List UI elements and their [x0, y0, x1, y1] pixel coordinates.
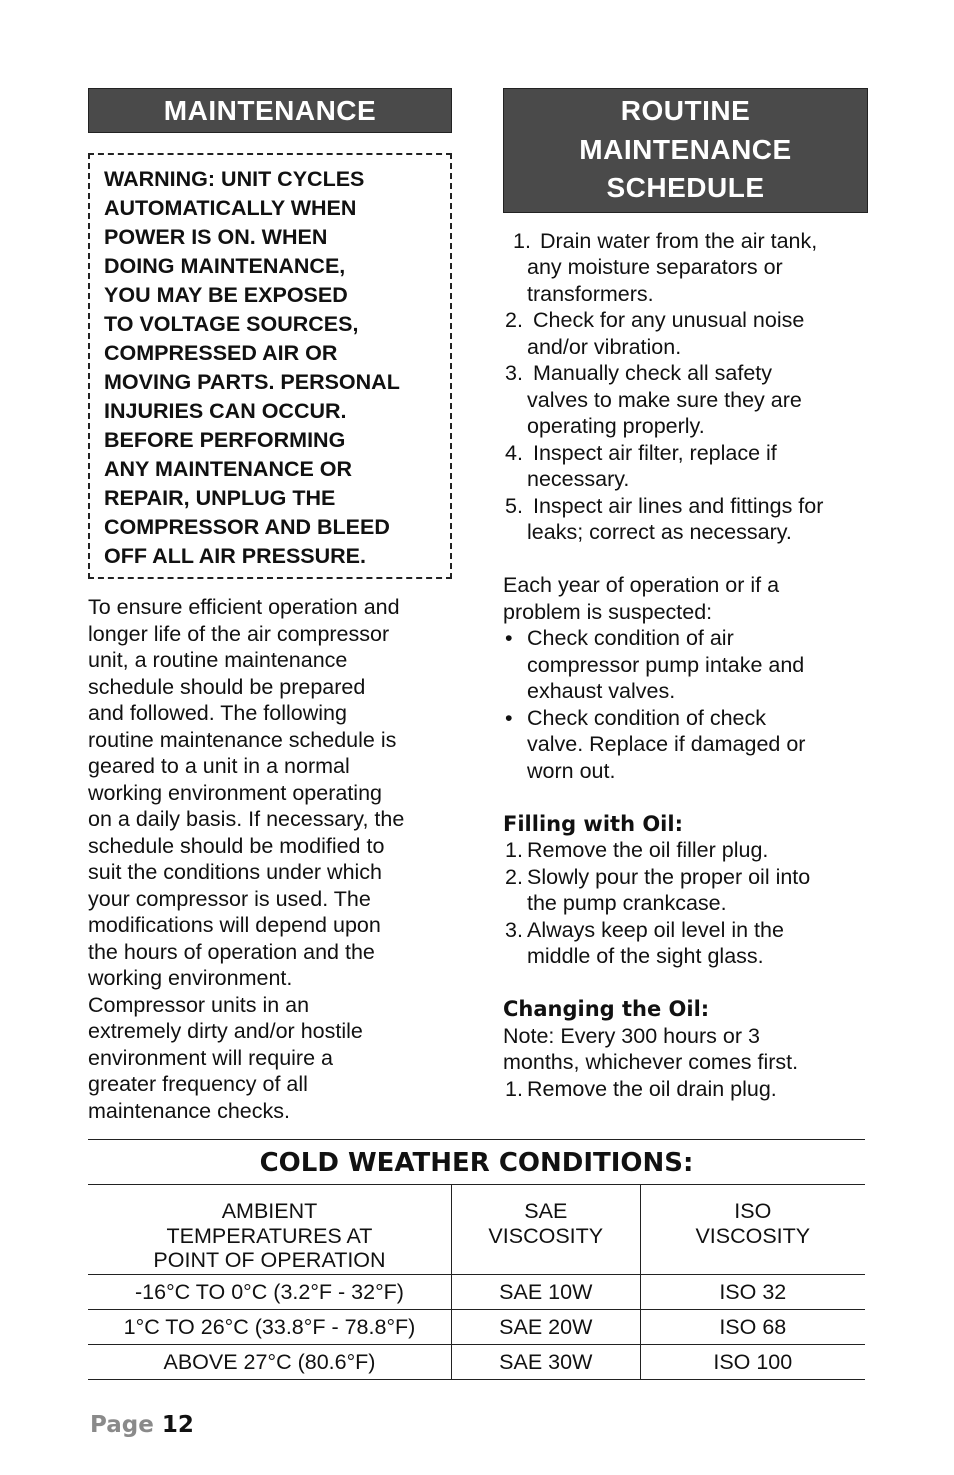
step-text: valves to make sure they are — [527, 387, 802, 412]
warning-line: REPAIR, UNPLUG THE — [104, 486, 336, 510]
list-item — [503, 917, 868, 970]
step-text: Always keep oil level in the — [527, 917, 784, 942]
warning-line: POWER IS ON. WHEN — [104, 225, 328, 249]
table-cell: ISO 100 — [640, 1344, 865, 1379]
maintenance-paragraph — [88, 594, 452, 1124]
step-number: 2. — [505, 308, 523, 332]
step-text: operating properly. — [527, 414, 705, 438]
warning-line: TO VOLTAGE SOURCES, — [104, 312, 359, 336]
list-item — [503, 837, 868, 864]
routine-heading-line: SCHEDULE — [606, 172, 765, 203]
step-text: Inspect air lines and fittings for — [533, 493, 824, 518]
table-header-row — [88, 1185, 865, 1274]
page-number: 12 — [161, 1412, 194, 1438]
paragraph-line: extremely dirty and/or hostile — [88, 1019, 363, 1043]
paragraph-line: the hours of operation and the — [88, 939, 375, 964]
list-item — [503, 228, 868, 308]
list-item — [503, 493, 868, 546]
header-line: VISCOSITY — [488, 1223, 604, 1248]
changing-note: months, whichever comes first. — [503, 1050, 799, 1074]
paragraph-line: schedule should be prepared — [88, 674, 366, 699]
table-cell: SAE 30W — [451, 1344, 640, 1379]
table-row — [88, 1274, 865, 1309]
cold-weather-title: COLD WEATHER CONDITIONS: — [88, 1139, 865, 1185]
warning-line: ANY MAINTENANCE OR — [104, 457, 353, 481]
cold-weather-section — [88, 1139, 865, 1380]
paragraph-line: schedule should be modified to — [88, 833, 385, 858]
page-label: Page — [90, 1412, 154, 1438]
routine-heading-line: MAINTENANCE — [579, 133, 792, 165]
changing-note: Note: Every 300 hours or 3 — [503, 1023, 760, 1048]
bullet-text: valve. Replace if damaged or — [527, 732, 806, 756]
list-item — [503, 1076, 868, 1103]
table-cell: ABOVE 27°C (80.6°F) — [88, 1344, 451, 1379]
header-sae — [451, 1185, 640, 1274]
step-number: 1. — [505, 838, 523, 862]
table-cell: -16°C TO 0°C (3.2°F - 32°F) — [88, 1274, 451, 1309]
step-text: necessary. — [527, 467, 630, 491]
header-iso — [640, 1185, 865, 1274]
table-row — [88, 1309, 865, 1344]
step-text: Remove the oil drain plug. — [527, 1076, 777, 1101]
step-number: 1. — [505, 1076, 523, 1101]
paragraph-line: greater frequency of all — [88, 1072, 308, 1096]
step-text: transformers. — [527, 281, 654, 306]
paragraph-line: environment will require a — [88, 1045, 333, 1070]
list-item — [503, 440, 868, 493]
routine-heading — [503, 88, 868, 213]
header-line: VISCOSITY — [695, 1223, 811, 1248]
list-item — [503, 705, 868, 785]
step-number: 3. — [505, 917, 523, 942]
list-item — [503, 864, 868, 917]
list-item — [503, 360, 868, 440]
warning-line: WARNING: UNIT CYCLES — [104, 167, 365, 191]
paragraph-line: To ensure efficient operation and — [88, 595, 400, 619]
step-number: 2. — [505, 864, 523, 889]
paragraph-line: and followed. The following — [88, 701, 347, 725]
step-number: 5. — [505, 493, 523, 518]
step-text: Remove the oil filler plug. — [527, 838, 769, 862]
bullet-text: worn out. — [527, 758, 616, 783]
header-line: AMBIENT — [221, 1199, 318, 1223]
step-text: any moisture separators or — [527, 255, 783, 279]
table-cell: SAE 20W — [451, 1309, 640, 1344]
bullet-text: Check condition of check — [527, 705, 767, 730]
table-cell: ISO 68 — [640, 1309, 865, 1344]
paragraph-line: unit, a routine maintenance — [88, 648, 348, 672]
list-item — [503, 307, 868, 360]
table-cell: ISO 32 — [640, 1274, 865, 1309]
warning-line: COMPRESSOR AND BLEED — [104, 515, 390, 539]
routine-column — [503, 88, 868, 1102]
paragraph-line: on a daily basis. If necessary, the — [88, 807, 405, 831]
warning-line: YOU MAY BE EXPOSED — [104, 283, 348, 307]
yearly-intro: Each year of operation or if a — [503, 573, 780, 597]
bullet-mark: • — [505, 705, 513, 730]
bullet-text: compressor pump intake and — [527, 652, 805, 677]
maintenance-column — [88, 88, 452, 1124]
step-text: Slowly pour the proper oil into — [527, 864, 811, 889]
warning-line: INJURIES CAN OCCUR. — [104, 399, 347, 423]
step-number: 4. — [505, 440, 523, 465]
warning-line: OFF ALL AIR PRESSURE. — [104, 544, 366, 568]
paragraph-line: maintenance checks. — [88, 1098, 290, 1123]
warning-line: MOVING PARTS. PERSONAL — [104, 370, 400, 394]
filling-heading: Filling with Oil: — [503, 811, 683, 836]
header-line: SAE — [524, 1199, 568, 1223]
warning-line: COMPRESSED AIR OR — [104, 341, 338, 365]
step-text: Inspect air filter, replace if — [533, 440, 777, 465]
paragraph-line: working environment. — [88, 966, 293, 990]
step-text: the pump crankcase. — [527, 891, 727, 915]
step-text: Manually check all safety — [533, 361, 772, 385]
paragraph-line: modifications will depend upon — [88, 913, 381, 937]
yearly-intro: problem is suspected: — [503, 599, 713, 624]
changing-heading: Changing the Oil: — [503, 997, 710, 1021]
routine-heading-line: ROUTINE — [620, 95, 751, 126]
warning-line: AUTOMATICALLY WHEN — [104, 196, 357, 220]
header-line: POINT OF OPERATION — [153, 1248, 386, 1272]
bullet-text: Check condition of air — [527, 626, 734, 650]
page-footer — [90, 1412, 194, 1438]
paragraph-line: Compressor units in an — [88, 992, 310, 1017]
viscosity-table — [88, 1185, 865, 1380]
header-line: TEMPERATURES AT — [166, 1223, 373, 1248]
step-text: middle of the sight glass. — [527, 944, 764, 968]
step-text: and/or vibration. — [527, 334, 682, 359]
step-text: Check for any unusual noise — [533, 308, 805, 332]
warning-line: DOING MAINTENANCE, — [104, 254, 346, 278]
maintenance-heading: MAINTENANCE — [88, 88, 452, 133]
routine-steps — [503, 228, 868, 1103]
header-line: ISO — [734, 1199, 772, 1223]
list-item — [503, 625, 868, 705]
header-ambient — [88, 1185, 451, 1274]
paragraph-line: your compressor is used. The — [88, 886, 371, 911]
step-number: 3. — [505, 361, 523, 385]
table-row — [88, 1344, 865, 1379]
bullet-mark: • — [505, 626, 513, 650]
table-cell: 1°C TO 26°C (33.8°F - 78.8°F) — [88, 1309, 451, 1344]
paragraph-line: working environment operating — [88, 780, 382, 805]
warning-box — [88, 153, 452, 579]
step-number: 1. — [513, 228, 531, 253]
bullet-text: exhaust valves. — [527, 679, 676, 703]
warning-line: BEFORE PERFORMING — [104, 428, 346, 452]
paragraph-line: geared to a unit in a normal — [88, 754, 350, 778]
step-text: leaks; correct as necessary. — [527, 520, 792, 544]
paragraph-line: longer life of the air compressor — [88, 621, 390, 646]
table-cell: SAE 10W — [451, 1274, 640, 1309]
paragraph-line: suit the conditions under which — [88, 860, 383, 884]
paragraph-line: routine maintenance schedule is — [88, 727, 397, 752]
step-text: Drain water from the air tank, — [540, 228, 818, 253]
